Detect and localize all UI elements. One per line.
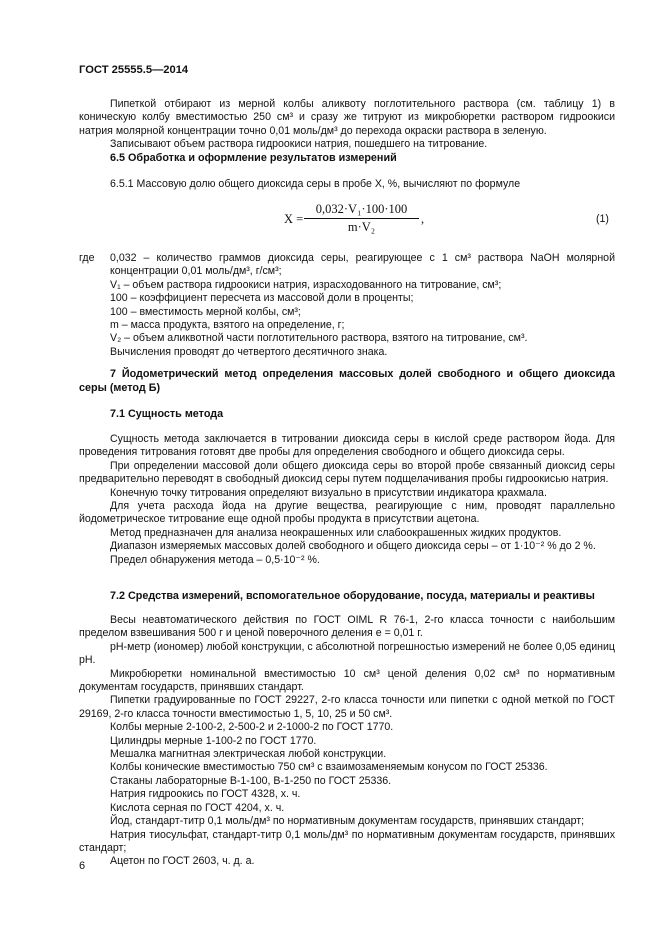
equipment-item: Стаканы лабораторные В-1-100, В-1-250 по ГОСТ 25336. — [110, 774, 392, 787]
equipment-item: Микробюретки номинальной вместимостью 10 см³ ценой деления 0,02 см³ по нормативным документам государств, принявших стандарт. — [79, 667, 615, 694]
section-7-1-paragraph: При определении массовой доли общего диоксида серы во второй пробе связанный диоксид серы предварительно переводят в свободный диоксид серы путем подщелачивания пробы гидроокисью натрия. — [79, 459, 615, 486]
equipment-item: Натрия тиосульфат, стандарт-титр 0,1 моль/дм³ по нормативным документам государств, принявших стандарт; — [79, 828, 615, 854]
section-7-1-paragraph: Метод предназначен для анализа неокрашенных или слабоокрашенных жидких продуктов. — [110, 526, 562, 539]
section-7-1-paragraph: Сущность метода заключается в титровании диоксида серы в кислой среде раствором йода. Для проведения титрования готовят две пробы для определения свободного и общего диоксида серы. — [79, 433, 615, 459]
rounding-note: Вычисления проводят до четвертого десятичного знака. — [110, 345, 388, 358]
formula-comma: , — [421, 212, 425, 226]
legend-item: 0,032 – количество граммов диоксида серы, реагирующее с 1 см³ раствора NaOH молярной концентрации 0,01 моль/дм³, г/см³; — [110, 252, 615, 278]
formula-1 — [284, 203, 484, 243]
equipment-item: Весы неавтоматического действия по ГОСТ OIML R 76-1, 2-го класса точности с наибольшим пределом взвешивания 500 г и ценой поверочного деления e = 0,01 г. — [79, 614, 615, 640]
legend-item: 100 – коэффициент пересчета из массовой доли в проценты; — [110, 292, 414, 305]
section-7-2-body — [79, 614, 615, 869]
legend-item: V₁ – объем раствора гидроокиси натрия, израсходованного на титрование, см³; — [110, 278, 502, 291]
legend-item: m – масса продукта, взятого на определение, г; — [110, 319, 345, 332]
equipment-item: Пипетки градуированные по ГОСТ 29227, 2-го класса точности или пипетки с одной меткой по ГОСТ 29169, 2-го класса точности вместимостью 1, 5, 10, 25 и 50 см³. — [79, 694, 615, 720]
equipment-item: Мешалка магнитная электрическая любой конструкции. — [110, 748, 387, 761]
section-7-1-heading: 7.1 Сущность метода — [110, 408, 224, 420]
formula-lhs: X = — [284, 212, 304, 226]
section-7-1-paragraph: Предел обнаружения метода – 0,5·10⁻² %. — [110, 553, 320, 566]
equipment-item: Ацетон по ГОСТ 2603, ч. д. а. — [110, 855, 255, 868]
equipment-item: pH-метр (иономер) любой конструкции, с абсолютной погрешностью измерений не более 0,05 единиц pH. — [79, 640, 615, 667]
section-6-5-heading: 6.5 Обработка и оформление результатов измерений — [110, 152, 397, 164]
equipment-item: Колбы мерные 2-100-2, 2-500-2 и 2-1000-2 по ГОСТ 1770. — [110, 721, 394, 734]
section-7-heading: 7 Йодометрический метод определения массовых долей свободного и общего диоксида серы (метод Б) — [79, 368, 615, 394]
document-number: ГОСТ 25555.5—2014 — [79, 64, 189, 76]
section-7-1-paragraph: Для учета расхода йода на другие вещества, реагирующие с ним, проводят параллельно йодометрическое титрование еще одной пробы продукта в присутствии ацетона. — [79, 500, 615, 526]
section-6-5-1-block — [79, 178, 615, 191]
formula-fraction — [304, 203, 419, 235]
equipment-item: Натрия гидроокись по ГОСТ 4328, х. ч. — [110, 788, 301, 801]
section-7-1-paragraph: Конечную точку титрования определяют визуально в присутствии индикатора крахмала. — [110, 486, 547, 499]
section-6-5-1-paragraph: 6.5.1 Массовую долю общего диоксида серы в пробе X, %, вычисляют по формуле — [110, 178, 521, 190]
legend-item: 100 – вместимость мерной колбы, см³; — [110, 305, 301, 318]
intro-paragraph-2: Записывают объем раствора гидроокиси натрия, пошедшего на титрование. — [110, 138, 488, 151]
equipment-item: Цилиндры мерные 1-100-2 по ГОСТ 1770. — [110, 734, 317, 747]
formula-denominator: m·V₂ — [347, 220, 376, 235]
intro-paragraph-1: Пипеткой отбирают из мерной колбы аликвоту поглотительного раствора (см. таблицу 1) в коническую колбу вместимостью 250 см³ и сразу же титруют из микробюретки раствором гидроокиси натрия молярной концентрации точно 0,01 моль/дм³ до перехода окраски раствора в зеленую. — [79, 98, 615, 137]
intro-block — [79, 98, 615, 152]
section-7-1-paragraph: Диапазон измеряемых массовых долей свободного и общего диоксида серы – от 1·10⁻² % до 2 %. — [110, 540, 596, 553]
equipment-item: Кислота серная по ГОСТ 4204, х. ч. — [110, 801, 285, 814]
formula-legend — [79, 252, 615, 359]
legend-item: V₂ – объем аликвотной части поглотительного раствора, взятого на титрование, см³. — [110, 332, 528, 345]
equipment-item: Йод, стандарт-титр 0,1 моль/дм³ по нормативным документам государств, принявших стандарт; — [110, 815, 585, 828]
formula-legend-label: где — [79, 252, 95, 264]
equipment-item: Колбы конические вместимостью 750 см³ с взаимозаменяемым конусом по ГОСТ 25336. — [110, 761, 548, 774]
section-7-2-heading: 7.2 Средства измерений, вспомогательное оборудование, посуда, материалы и реактивы — [110, 590, 595, 602]
formula-numerator: 0,032·V₁·100·100 — [304, 203, 419, 219]
section-7-1-body — [79, 433, 615, 567]
page-number: 6 — [79, 860, 86, 872]
formula-number: (1) — [596, 213, 609, 225]
